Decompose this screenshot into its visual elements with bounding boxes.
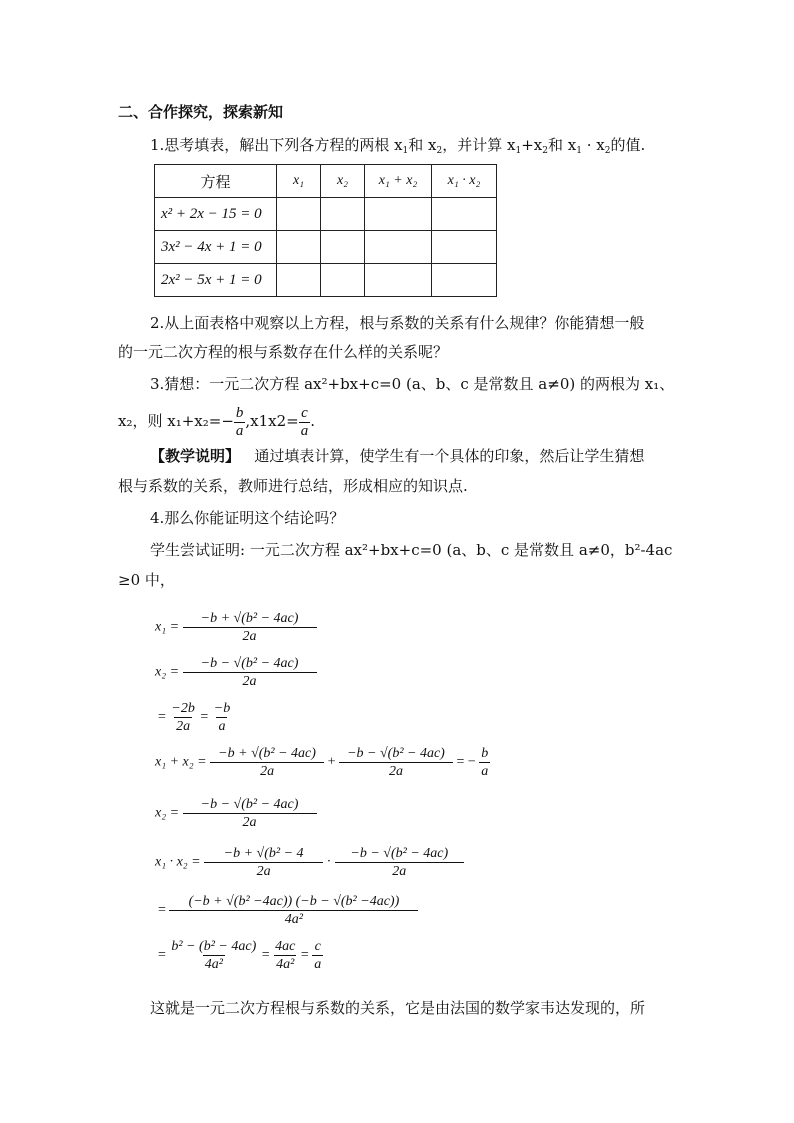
question-2-line-1: 2.从上面表格中观察以上方程，根与系数的关系有什么规律？你能猜想一般 [150, 314, 645, 332]
section-heading: 二、合作探究，探索新知 [118, 103, 284, 121]
equation-cell: x² + 2x − 15 = 0 [155, 198, 277, 231]
answer-cell[interactable] [365, 231, 432, 264]
closing-line: 这就是一元二次方程根与系数的关系，它是由法国的数学家韦达发现的，所 [150, 999, 646, 1017]
question-3-line-2: x₂，则 x₁+x₂=− $\frac{b}{a}$ ,x1x2= $\frac{c}{a}$ . [118, 404, 316, 439]
formula-product: x₁ · x₂ = $\frac{\text{−b + √(b² − 4}}{2a}$ · $\frac{\text{−b − √(b² − 4ac)}}{2a}$ [155, 845, 464, 880]
formula-x2: x₂ = $\frac{\text{−b − √(b² − 4ac)}}{2a}$ [155, 655, 317, 690]
table-header-row [155, 165, 497, 198]
question-1: 1.思考填表，解出下列各方程的两根 $x_1$和 $x_2$，并计算 $x_1+x_2$和 $x_1 \cdot x_2$的值. [150, 136, 646, 156]
fraction-b-over-a: $\frac{b}{a}$ [235, 404, 244, 439]
answer-cell[interactable] [432, 198, 497, 231]
answer-cell[interactable] [432, 231, 497, 264]
header-x2: x₂ [321, 165, 365, 198]
proof-intro-line-1: 学生尝试证明: 一元二次方程 ax²+bx+c=0 (a、b、c 是常数且 a≠0，b²-4ac [150, 541, 673, 559]
header-product: x₁ · x₂ [432, 165, 497, 198]
header-x1: x₁ [277, 165, 321, 198]
teaching-note-line-2: 根与系数的关系，教师进行总结，形成相应的知识点. [118, 477, 468, 495]
teaching-note-label: 【教学说明】 [150, 447, 241, 465]
formula-x2-repeat: x₂ = $\frac{\text{−b − √(b² − 4ac)}}{2a}$ [155, 796, 317, 831]
formula-sum: x₁ + x₂ = $\frac{\text{−b + √(b² − 4ac)}}{2a}$ + $\frac{\text{−b − √(b² − 4ac)}}{2a}$ = − $\frac{b}{a}$ [155, 746, 489, 779]
formula-x1: x₁ = $\frac{\text{−b + √(b² − 4ac)}}{2a}$ [155, 610, 317, 645]
teaching-note-line-1: 【教学说明】 通过填表计算，使学生有一个具体的印象，然后让学生猜想 [150, 447, 645, 465]
question-2-line-2: 的一元二次方程的根与系数存在什么样的关系呢？ [118, 343, 449, 361]
question-4: 4.那么你能证明这个结论吗？ [150, 509, 345, 527]
answer-cell[interactable] [432, 264, 497, 297]
answer-cell[interactable] [321, 264, 365, 297]
formula-product-expand: = $\frac{\text{(−b + √(b² −4ac)) (−b − √(b² −4ac))}}{\text{4a²}}$ [158, 893, 418, 928]
roots-table [154, 164, 497, 297]
answer-cell[interactable] [277, 264, 321, 297]
formula-simplify: = $\frac{-2b}{2a}$ = $\frac{-b}{a}$ [158, 701, 231, 734]
equation-cell: 2x² − 5x + 1 = 0 [155, 264, 277, 297]
question-3-line-1: 3.猜想：一元二次方程 ax²+bx+c=0 (a、b、c 是常数且 a≠0) 的两根为 x₁、 [150, 375, 675, 393]
answer-cell[interactable] [365, 264, 432, 297]
table-row [155, 198, 497, 231]
answer-cell[interactable] [365, 198, 432, 231]
header-equation: 方程 [155, 165, 277, 198]
header-sum: x₁ + x₂ [365, 165, 432, 198]
table-row [155, 264, 497, 297]
table-row [155, 231, 497, 264]
answer-cell[interactable] [321, 198, 365, 231]
equation-cell: 3x² − 4x + 1 = 0 [155, 231, 277, 264]
answer-cell[interactable] [277, 198, 321, 231]
answer-cell[interactable] [321, 231, 365, 264]
proof-intro-line-2: ≥0 中， [118, 571, 175, 589]
answer-cell[interactable] [277, 231, 321, 264]
fraction-c-over-a: $\frac{c}{a}$ [300, 404, 309, 439]
formula-product-result: = $\frac{\text{b² − (b² − 4ac)}}{\text{4a²}}$ = $\frac{4ac}{\text{4a²}}$ = $\frac{c}{a}$ [158, 939, 322, 972]
